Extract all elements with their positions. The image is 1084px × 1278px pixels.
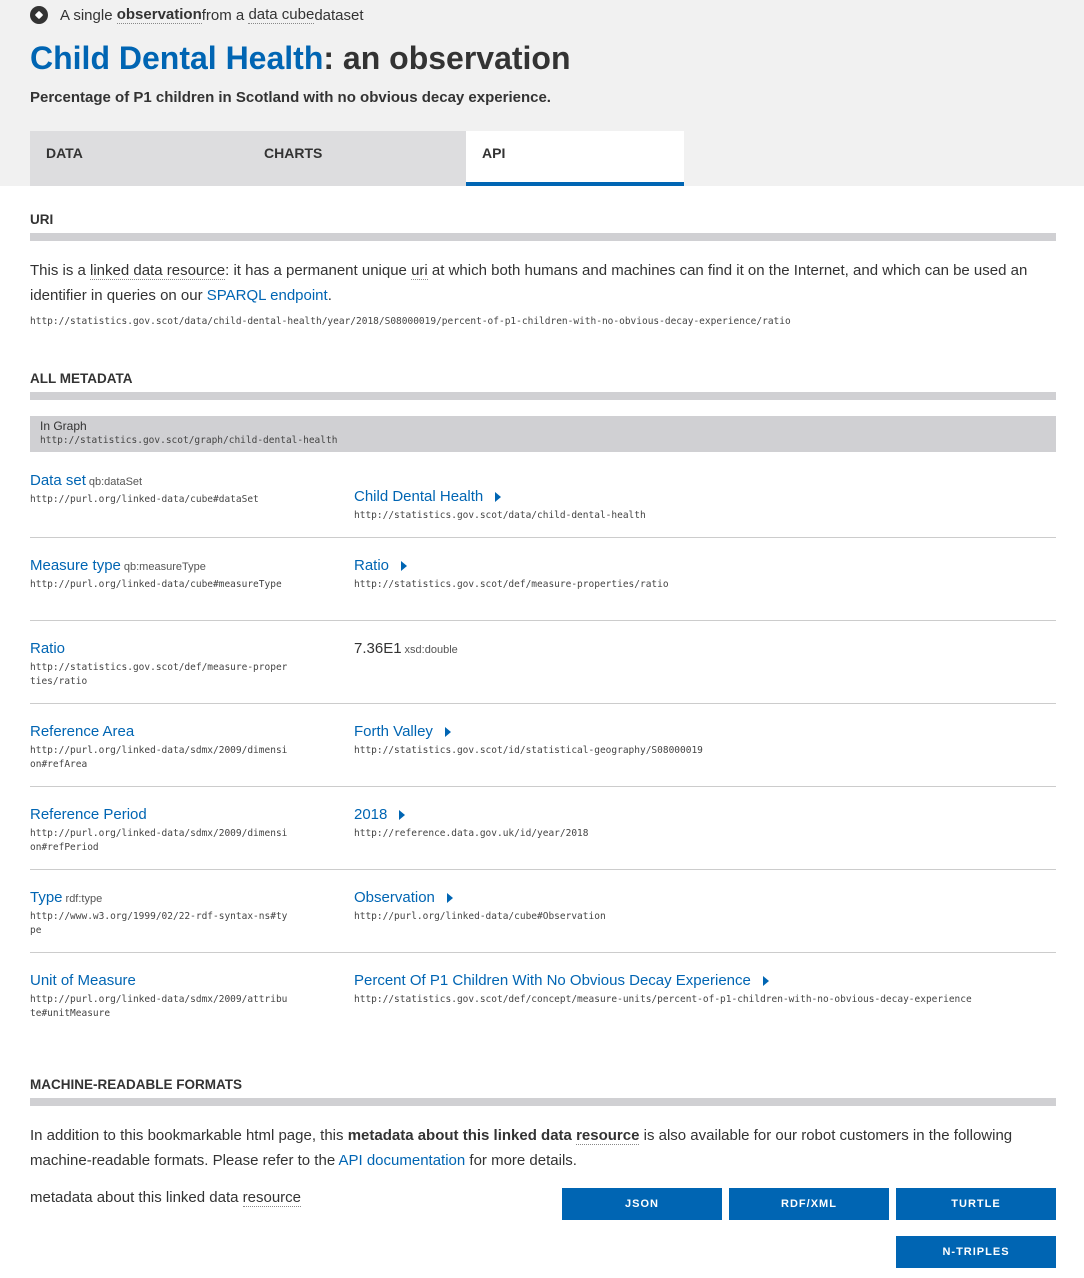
object-uri: http://statistics.gov.scot/def/measure-properties/ratio [354, 579, 669, 590]
object-uri: http://purl.org/linked-data/cube#Observation [354, 911, 606, 922]
predicate-uri: http://purl.org/linked-data/sdmx/2009/dimension#refPeriod [30, 828, 288, 853]
object [354, 488, 1014, 523]
page-header [0, 0, 1084, 186]
predicate-uri: http://purl.org/linked-data/cube#measureType [30, 579, 282, 590]
formats-text-2: is also available for our robot customers in the following machine-readable formats. Please refer to the [30, 1127, 1013, 1169]
graph-box [30, 416, 1056, 452]
tab-bar [30, 131, 684, 186]
section-divider [30, 392, 1056, 400]
caret-right-icon[interactable] [445, 727, 451, 737]
api-documentation-link[interactable]: API documentation [338, 1152, 466, 1169]
predicate [30, 889, 290, 938]
predicate [30, 723, 290, 772]
object-link[interactable] [354, 889, 453, 907]
object-label[interactable]: Ratio [354, 557, 390, 574]
object-link[interactable] [354, 723, 451, 741]
caret-right-icon[interactable] [401, 561, 407, 571]
context-prefix: A single [60, 6, 113, 24]
object-link[interactable] [354, 972, 769, 990]
uri-text-1: This is a [30, 262, 91, 279]
context-suffix: dataset [314, 6, 364, 24]
rdf-xml-button[interactable]: RDF/XML [729, 1188, 889, 1220]
predicate [30, 972, 290, 1021]
caret-right-icon[interactable] [763, 976, 769, 986]
object-uri: http://statistics.gov.scot/data/child-dental-health [354, 510, 646, 521]
uri-section-heading [30, 212, 1056, 241]
graph-uri: http://statistics.gov.scot/graph/child-dental-health [40, 435, 338, 446]
page-title [30, 38, 571, 78]
resource-uri: http://statistics.gov.scot/data/child-dental-health/year/2018/S08000019/percent-of-p1-children-with-no-obvious-decay-experience/ratio [30, 316, 791, 327]
object-link[interactable] [354, 557, 407, 575]
caret-right-icon[interactable] [447, 893, 453, 903]
literal-value [354, 640, 458, 657]
object-label[interactable]: Percent Of P1 Children With No Obvious Decay Experience [354, 972, 751, 989]
metadata-section-heading [30, 371, 1056, 400]
tab-api[interactable]: API [466, 131, 684, 186]
predicate [30, 472, 290, 507]
uri-text-4: . [327, 287, 332, 304]
formats-label-text: metadata about this linked data [30, 1189, 243, 1206]
predicate [30, 806, 290, 855]
predicate-uri: http://purl.org/linked-data/sdmx/2009/dimension#refArea [30, 745, 288, 770]
object [354, 640, 1014, 658]
uri-text-3: at which both humans and machines can find it on the Internet, and which can be used an identifier in queries on our [30, 262, 1028, 304]
graph-label: In Graph [40, 419, 87, 433]
section-divider [30, 233, 1056, 241]
object-uri: http://statistics.gov.scot/def/concept/measure-units/percent-of-p1-children-with-no-obvious-decay-experience [354, 994, 972, 1005]
uri-heading-text: URI [30, 212, 54, 227]
uri-abbr[interactable]: uri [411, 262, 428, 279]
metadata-row-measure-type [30, 557, 1056, 621]
metadata-row-ratio [30, 640, 1056, 704]
page-subtitle: Percentage of P1 children in Scotland with no obvious decay experience. [30, 89, 551, 106]
predicate-curie: rdf:type [65, 893, 103, 905]
metadata-row-data-set [30, 472, 1056, 538]
literal-datatype: xsd:double [404, 644, 458, 656]
metadata-heading-text: ALL METADATA [30, 371, 133, 386]
caret-right-icon[interactable] [495, 492, 501, 502]
tab-charts[interactable]: CHARTS [248, 131, 466, 186]
predicate-label[interactable]: Reference Period [30, 806, 147, 823]
object [354, 557, 1014, 592]
formats-heading-text: MACHINE-READABLE FORMATS [30, 1077, 242, 1092]
formats-section-heading [30, 1077, 1056, 1106]
predicate [30, 557, 290, 592]
object-label[interactable]: Forth Valley [354, 723, 433, 740]
predicate-label[interactable]: Data set [30, 472, 86, 489]
object-link[interactable] [354, 488, 501, 506]
predicate-uri: http://statistics.gov.scot/def/measure-properties/ratio [30, 662, 288, 687]
caret-right-icon[interactable] [399, 810, 405, 820]
metadata-row-reference-area [30, 723, 1056, 787]
object [354, 806, 1014, 841]
object-label[interactable]: Observation [354, 889, 435, 906]
tab-data[interactable]: DATA [30, 131, 248, 186]
formats-text-1: In addition to this bookmarkable html page, this [30, 1127, 348, 1144]
metadata-row-reference-period [30, 806, 1056, 870]
predicate-uri: http://purl.org/linked-data/cube#dataSet [30, 494, 259, 505]
formats-text-3: for more details. [465, 1152, 577, 1169]
cube-icon [30, 6, 48, 24]
object-uri: http://reference.data.gov.uk/id/year/2018 [354, 828, 589, 839]
object-uri: http://statistics.gov.scot/id/statistical-geography/S08000019 [354, 745, 703, 756]
formats-strong: metadata about this linked data [347, 1127, 577, 1144]
object [354, 723, 1014, 758]
predicate-label[interactable]: Reference Area [30, 723, 135, 740]
data-cube-term[interactable]: data cube [248, 6, 315, 23]
observation-term[interactable]: observation [116, 6, 202, 23]
dataset-title-link[interactable]: Child Dental Health [30, 40, 324, 76]
predicate-curie: qb:dataSet [88, 476, 143, 488]
object [354, 972, 1014, 1007]
predicate [30, 640, 290, 689]
context-line [30, 6, 364, 24]
turtle-button[interactable]: TURTLE [896, 1188, 1056, 1220]
sparql-endpoint-link[interactable]: SPARQL endpoint [206, 287, 328, 304]
json-button[interactable]: JSON [562, 1188, 722, 1220]
predicate-uri: http://www.w3.org/1999/02/22-rdf-syntax-ns#type [30, 911, 288, 936]
uri-text-2: : it has a permanent unique [225, 262, 412, 279]
predicate-curie: qb:measureType [123, 561, 206, 573]
context-middle: from a [201, 6, 245, 24]
n-triples-button[interactable]: N-TRIPLES [896, 1236, 1056, 1268]
predicate-label[interactable]: Type [30, 889, 63, 906]
uri-description [30, 258, 1060, 308]
formats-description [30, 1123, 1060, 1173]
literal-number: 7.36E1 [354, 640, 402, 657]
predicate-label[interactable]: Measure type [30, 557, 121, 574]
metadata-row-type [30, 889, 1056, 953]
predicate-label[interactable]: Ratio [30, 640, 66, 657]
metadata-row-unit-of-measure [30, 972, 1056, 1034]
section-divider [30, 1098, 1056, 1106]
title-suffix: : an observation [323, 40, 571, 76]
resource-term[interactable]: resource [576, 1127, 640, 1144]
linked-data-resource-term[interactable]: linked data resource [90, 262, 226, 279]
resource-term[interactable]: resource [242, 1189, 302, 1206]
object-link[interactable] [354, 806, 405, 824]
predicate-uri: http://purl.org/linked-data/sdmx/2009/attribute#unitMeasure [30, 994, 288, 1019]
predicate-label[interactable]: Unit of Measure [30, 972, 136, 989]
object-label[interactable]: Child Dental Health [354, 488, 484, 505]
formats-label [30, 1189, 301, 1206]
object [354, 889, 1014, 924]
object-label[interactable]: 2018 [354, 806, 388, 823]
